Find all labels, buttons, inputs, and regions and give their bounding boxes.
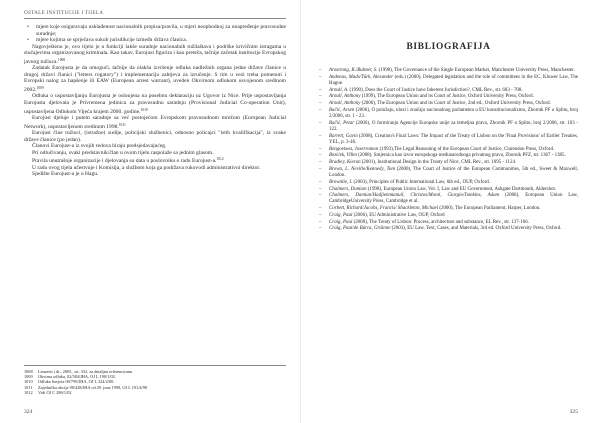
body-paragraph: [24, 171, 286, 178]
paragraph-text: Eurojust djeluje i putem saradnje sa već postojećom Evropskom pravosudnom mrežom (European Judicial Network), uspostavljenom sredinom 1998.: [24, 115, 286, 130]
footnote-number: 1011: [24, 384, 33, 390]
bibliography-entry: [319, 153, 578, 159]
entry-author: Barrett, Gavin: [329, 133, 358, 139]
footnote-text: Zajednička akcija 98/428/JHA od 29. juna 1998, OJ L 191/4/98: [38, 384, 148, 390]
entry-details: (2006), O položaju, ulozi i značaju nacionalnog parlamenta u EU konstitucionalizmu, Zbornik PF u Splitu, broj 2/2006, str. 1 - 23.: [329, 107, 579, 120]
bibliography-list: [319, 68, 578, 233]
entry-details: (1993),The Legal Reasoning of the European Court of Justice, Clarendon Press, Oxford.: [379, 146, 555, 152]
bibliography-entry: [319, 167, 578, 179]
bibliography-entry: [319, 220, 578, 226]
body-paragraph: [24, 44, 286, 66]
paragraph-text: Odluka o uspostavljanju Eurojusta je oslonjena na posebnu deklaraciju uz Ugovor iz Nice. Prije uspostavljanja Eurojusta djelovala je Privremena jedinica za pravosudnu saradnju (Provisional Judicial Co-operation Unit), uspostavljena Odlukom Vijeća krajem 2000. godine.: [24, 93, 286, 115]
entry-details: (2006), European Union Law, CambridgeUniversity Press, Cambridge et al.: [329, 193, 578, 205]
bibliography-entry: [319, 187, 578, 193]
entry-author: Corbett, Richard/Jacobs, Francis/ Shackleton, Michael: [329, 206, 439, 212]
entry-author: Craig, Paul/de Búrca, Gráinne: [329, 226, 391, 232]
footnote-number: 1009: [24, 374, 33, 380]
body-paragraph: [24, 115, 286, 130]
entry-details: (1990), Does the Court of Justice have Inherent Jurisdiction?, CML Rev., str. 683 - 708.: [349, 87, 523, 93]
entry-details: (2000), The Court of Justice of the European Communities, 5th ed., Sweet & Maxwell, London.: [329, 166, 578, 179]
bibliography-entry: [319, 108, 578, 120]
bullet-item: • mjere koje osiguravaju usklađenost nacionalnih propisa/pravila, u mjeri neophodnoj za unapređenje pravosudne suradnje;: [36, 24, 286, 37]
paragraph-text: Zadatak Eurojusta je da omogući, tačnije da olakša izvršenje odluka nadležnih organa jedne države članice u drugoj državi članici ("letters rogatory") i implementaciju zahtjeva za izručenje. S tim u vezi treba pomenuti i Evropski nalog za hapšenje ili EAW (European arrest warrant), uveden Okvirnom odlukom usvojenom sredinom 2002.: [24, 65, 286, 93]
bibliography-entry: [319, 101, 578, 107]
entry-details: (2006), EU Administrative Law, OUP, Oxford: [353, 212, 445, 218]
entry-details: (2003), Principles of Public International Law, 6th ed., OUP, Oxford.: [353, 179, 490, 185]
entry-author: Chalmers, Damian/Hadjiemmanuil, Christos/Monti, Giorgio/Tomkins, Adam: [329, 193, 500, 199]
bibliography-entry: [319, 206, 578, 212]
entry-author: Craig, Paul: [329, 219, 353, 225]
entry-author: Bezićek, Vilim: [329, 153, 357, 159]
entry-author: Craig, Paul: [329, 212, 353, 218]
bibliography-entry: [319, 75, 578, 87]
entry-details: (2008), Creation's Final Laws: The Impact of the Treaty of Lisbon on the 'Final Provisions' of Earlier Treaties, YEL, p. 3-46.: [329, 133, 578, 145]
entry-details: (2008), Smjernica kao izvor europskoga međunarodnoga privatnog prava, Zbornik PFZ, str. 1367 - 1385.: [358, 153, 566, 159]
bibliography-title: BIBLIOGRAFIJA: [406, 42, 491, 52]
footnote-ref: 1010: [140, 107, 148, 112]
entry-details: (2008), The Treaty of Lisbon: Process, architecture and substance, EL Rev., str. 137-166.: [353, 219, 529, 225]
bibliography-entry: [319, 134, 578, 146]
body-paragraph: [24, 93, 286, 115]
footnotes: [24, 365, 286, 395]
paragraph-text: Nagovještenu je, ovo tijelo je u funkciji lakše suradnje nacionalnih tužilaštava i podrške krivičnim istragama u slučajevima organizovanog kriminala. Kao takav, Eurojust figurira i kao preteča, tačnije začetak institucije Evropskog javnog tužioca.: [24, 43, 286, 65]
footnote-ref: 1008: [57, 57, 66, 62]
entry-author: Arnstrong, K./Bulmer, S.: [329, 68, 378, 73]
bibliography-entry: [319, 68, 578, 74]
bibliography-entry: [319, 94, 578, 100]
footnote-number: 1008: [24, 369, 33, 374]
bibliography-entry: [319, 88, 578, 94]
entry-details: (2003), EU Law. Text, Cases, and Materials, 3rd ed. Oxford University Press, Oxford.: [391, 226, 562, 232]
paragraph-text: U radu ovog tijela učestvuje i Komisija, a službom koja ga podržava rukovodi administrativni direktor.: [32, 164, 261, 171]
entry-details: (1999), The European Union and its Court of Justice, Oxford University Press, Oxford.: [361, 94, 534, 100]
paragraph-text: Sjedište Eurojust-a je u Hagu.: [32, 171, 99, 178]
paragraph-text: Članovi Eurojust-a iz svojih redova biraju predsjedavajućeg.: [32, 143, 167, 150]
paragraph-text: Eurojust čine tužioci, (istražne) sudije, policijski službenici, odnosno policajci "istih kvalifikacija", iz svake države članice (po jedan).: [24, 130, 286, 143]
footnote-number: 1010: [24, 379, 33, 385]
entry-details: (eds.) (2000), Delegated legislation and the role of committees in the EC, Kluwer Law, The Hague.: [329, 74, 578, 86]
entry-author: Andenas, Mads/Türk, Alexander: [329, 74, 394, 80]
body-paragraph: [24, 65, 286, 93]
entry-details: (1998), The Governance of the Single European Market, Manchester University Press, Manchester.: [378, 68, 575, 73]
body-paragraph: [24, 156, 286, 165]
footnote-ref: 1011: [118, 122, 126, 127]
paragraph-text: Pravila unutrašnje organizacije i djelovanja su data u poslovniku o radu Eurojust-a.: [32, 158, 217, 165]
bullet-list: [24, 24, 286, 44]
footnote: [24, 390, 286, 395]
bibliography-entry: [319, 213, 578, 219]
page-number-right: 325: [569, 409, 578, 415]
footnote-ref: 1012: [216, 157, 224, 162]
entry-author: Chalmers, Damian: [329, 186, 367, 192]
entry-details: (2006), The European Union and its Court of Justice, 2nd ed., Oxford University Press, Oxford.: [361, 101, 551, 107]
bibliography-entry: [319, 226, 578, 232]
footnote-text: Okvirna odluka, 02/584/JHA, OJ L 190/1/02.: [38, 374, 116, 380]
bullet-item: • mjere kojima se sprječava sukob jurisdikcije između država članica.: [36, 37, 286, 44]
body-paragraph: [24, 130, 286, 143]
bibliography-entry: [319, 121, 578, 133]
footnote-ref: 1009: [36, 85, 44, 90]
right-page: [300, 0, 600, 423]
paragraph-text: Pri odlučivanju, svaki predstavnik/član u ovom tijelu raspolaže sa jednim glasom.: [32, 149, 214, 156]
footnote-number: 1012: [24, 389, 33, 395]
entry-author: Brown, L. Neville/Kennedy, Tom: [329, 166, 395, 172]
footnote-text: Vidi OJ C 286/1/02: [38, 389, 72, 395]
page-number-left: 324: [24, 409, 33, 415]
entry-details: (1998), European Union Law, Vol. I, Law and EU Government, Ashgate Dartmouth, Aldershot.: [367, 186, 557, 192]
entry-author: Bengoetxea, Joxerramon: [329, 146, 379, 152]
entry-details: (2000), The European Parliament, Harper, London.: [439, 206, 541, 212]
entry-author: Arnull, Anthony: [329, 94, 361, 100]
footnote-text: Lenaerts i dr., 2005., str. 332, za detaljnu referenciranu.: [38, 369, 134, 374]
body-text: [24, 24, 286, 178]
paragraphs: [24, 44, 286, 178]
footnote-text: Odluka Savjeta 00/799/JHA, OJ L 324/2/00.: [38, 379, 115, 385]
entry-author: Brownlie, I.: [329, 179, 353, 185]
entry-details: (2006), O formiranju Agencije Europske unije za temeljna prava, Zbornik PF u Splitu, broj 2/2006, str. 103 - 122.: [329, 120, 578, 132]
entry-author: Bačić, Arsen: [329, 107, 355, 113]
entry-author: Bačić, Petar: [329, 120, 355, 126]
entry-details: (2001), Institutional Design in the Treaty of Nice, CML Rev., str. 1095 - 1124.: [361, 160, 517, 166]
entry-author: Arnull, A.: [329, 87, 349, 93]
running-header: OSTALE INSTITUCIJE I TIJELA: [24, 10, 286, 19]
entry-author: Arnull, Anthony: [329, 101, 361, 107]
bibliography-entry: [319, 180, 578, 186]
bibliography-entry: [319, 147, 578, 153]
bibliography-entry: [319, 193, 578, 205]
entry-author: Bradley, Kieran: [329, 160, 361, 166]
bibliography-entry: [319, 160, 578, 166]
